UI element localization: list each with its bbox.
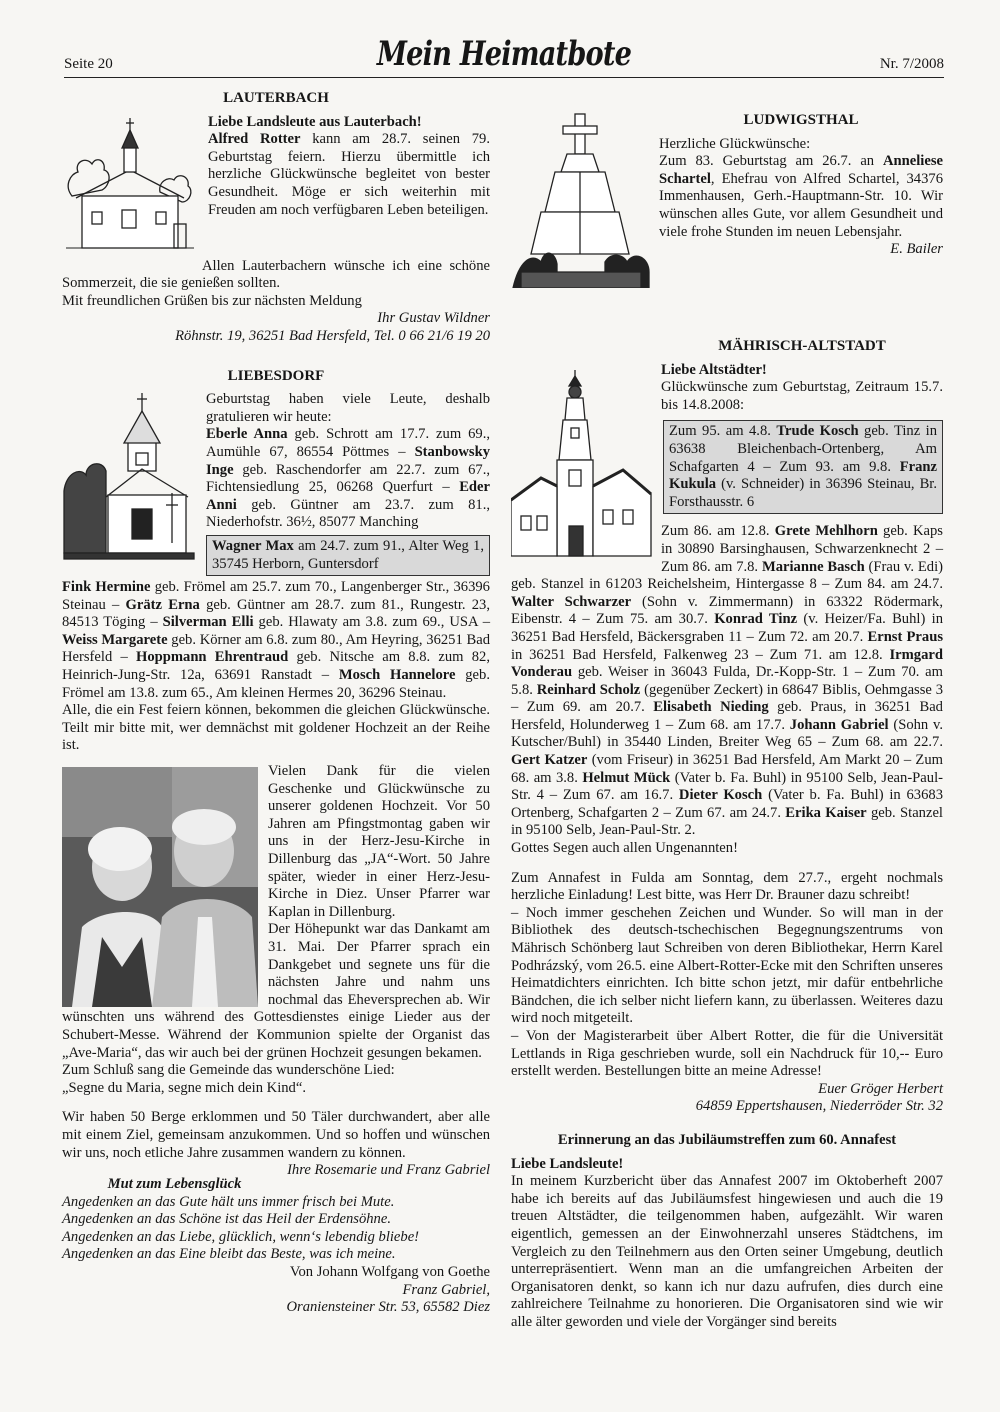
poem-title: Mut zum Lebensglück <box>107 1176 242 1193</box>
golden-wedding-mass: Der Höhepunkt war das Dankamt am 31. Mai. Der Pfarrer sprach ein Dankgebet und segnete uns für die nächsten Jahre und nahm uns nochmal das Eheversprechen ab. Wir wünschten uns während des Gottesdienstes einige Lieder aus der Schubert-Messe. Während der Kommunion spielte der Organist das „Ave-Maria“, das wir auch bei der grünen Hochzeit gesungen bekamen. <box>62 921 490 1061</box>
altstadt-signature-address: 64859 Eppertshausen, Niederröder Str. 32 <box>695 1098 943 1115</box>
annafest-invitation: Zum Annafest in Fulda am Sonntag, dem 27.7., ergeht nochmals herzliche Einladung! Lest bitte, was Herr Dr. Brauner dazu schreibt! <box>511 869 943 904</box>
lauterbach-signature: Ihr Gustav Wildner <box>377 310 490 327</box>
liebesdorf-intro: Geburtstag haben viele Leute, deshalb gratulieren wir heute: <box>206 391 490 425</box>
section-golden-wedding <box>62 763 490 1179</box>
liebesdorf-birthdays-list: Fink Hermine geb. Frömel am 25.7. zum 70., Langenberger Str., 36396 Steinau – Grätz Erna geb. Güntner am 28.7. zum 81., Rungestr. 23, 84513 Töging – Silverman Elli geb. Hlawaty am 3.8. zum 69., USA – Weiss Margarete geb. Körner am 6.8. zum 80., Am Heyring, 36251 Bad Hersfeld – Hoppmann Ehrentraud geb. Nitsche am 8.8. zum 82, Heinrich-Jung-Str. 12a, 63691 Ranstadt – Mosch Hannelore geb. Frömel am 13.8. zum 65., Am kleinen Hermes 20, 36296 Steinau. <box>62 579 490 701</box>
ludwigsthal-monument-drawing <box>511 112 651 288</box>
section-maehrisch-altstadt <box>511 338 943 1116</box>
golden-wedding-photo <box>62 767 258 1007</box>
header-rule <box>64 77 944 78</box>
page-number: Seite 20 <box>64 56 113 72</box>
altstadt-birthdays-list: Zum 86. am 12.8. Grete Mehlhorn geb. Kaps in 30890 Barsinghausen, Schwarzenknecht 2 – Zum 86. am 7.8. Marianne Basch (Frau v. Edi) geb. Stanzel in 61203 Reichelsheim, Hintergasse 8 – Zum 84. am 24.7. Walter Schwarzer (Sohn v. Zimmermann) in 63322 Rödermark, Eibenstr. 4 – Zum 75. am 30.7. Konrad Tinz (v. Heizer/Fa. Buhl) in 36251 Bad Hersfeld, Bäckersgraben 11 – Zum 72. am 20.7. Ernst Praus in 36251 Bad Hersfeld, Falkenweg 23 – Zum 71. am 12.8. Irmgard Vonderau geb. Weiser in 36043 Fulda, Dr.-Kopp-Str. 1 – Zum 70. am 5.8. Reinhard Scholz (gegenüber Zeckert) in 68647 Biblis, Oehmgasse 3 – Zum 69. am 20.7. Elisabeth Nieding geb. Praus, in 36251 Bad Hersfeld, Holunderweg 1 – Zum 68. am 17.7. Johann Gabriel (Sohn v. Kutscher/Buhl) in 35440 Linden, Breiter Weg 65 – Zum 68. am 22.7. Gert Katzer (vom Friseur) in 36251 Bad Hersfeld, Am Markt 20 – Zum 68. am 3.8. Helmut Mück (Vater b. Fa. Buhl) in 95100 Selb, Jean-Paul-Str. 4 – Zum 67. am 16.7. Dieter Kosch (Vater b. Fa. Buhl) in 63683 Ortenberg, Schafgarten 2 – Zum 67. am 24.7. Erika Kaiser geb. Stanzel in 95100 Selb, Jean-Paul-Str. 2. <box>511 523 944 839</box>
poem-author: Von Johann Wolfgang von Goethe <box>289 1264 490 1281</box>
lauterbach-address: Röhnstr. 19, 36251 Bad Hersfeld, Tel. 0 66 21/6 19 20 <box>175 327 490 344</box>
poem-line-2: Angedenken an das Schöne ist das Heil der Erdensöhne. <box>62 1211 391 1228</box>
section-poem <box>62 1176 490 1317</box>
poem-line-3: Angedenken an das Liebe, glücklich, wenn‘s lebendig bliebe! <box>62 1228 420 1245</box>
liebesdorf-birthdays-top: Eberle Anna geb. Schrott am 17.7. zum 69., Aumühle 67, 86554 Pöttmes – Stanbowsky Inge geb. Raschendorfer am 22.7. zum 67., Fichtensiedlung 25, 06268 Querfurt – Eder Anni geb. Güntner am 23.7. zum 81., Niederhofstr. 36½, 85077 Manching <box>206 426 490 531</box>
issue-number: Nr. 7/2008 <box>879 56 944 72</box>
page-header <box>64 34 944 78</box>
altstadt-title: MÄHRISCH-ALTSTADT <box>718 338 886 354</box>
section-annafest-memory <box>511 1132 943 1332</box>
annafest-greeting: Liebe Landsleute! <box>511 1155 624 1172</box>
liebesdorf-highlight-box: Wagner Max am 24.7. zum 91., Alter Weg 1, 35745 Herborn, Guntersdorf <box>206 535 490 576</box>
altstadt-intro: Glückwünsche zum Geburtstag, Zeitraum 15.7. bis 14.8.2008: <box>661 379 943 413</box>
altstadt-blessing: Gottes Segen auch allen Ungenannten! <box>511 840 738 857</box>
liebesdorf-title: LIEBESDORF <box>227 367 325 384</box>
section-lauterbach <box>62 90 490 346</box>
altstadt-greeting: Liebe Altstädter! <box>661 361 767 378</box>
left-column <box>62 90 490 1317</box>
golden-wedding-closing: Wir haben 50 Berge erklommen und 50 Täler durchwandert, aber alle mit einem Ziel, gemeinsam anzukommen. Und so hoffen und wünschen wir uns, noch etliche Jahre zusammen wandern zu können. Ihre Rosemarie und Franz Gabriel <box>62 1109 490 1179</box>
ludwigsthal-greeting: Herzliche Glückwünsche: <box>659 135 811 152</box>
golden-wedding-song-intro: Zum Schluß sang die Gemeinde das wunderschöne Lied: <box>62 1062 395 1079</box>
ludwigsthal-signature: E. Bailer <box>890 241 943 258</box>
liebesdorf-outro: Alle, die ein Fest feiern können, bekommen die gleichen Glückwünsche. Teilt mir bitte mit, wer demnächst mit goldener Hochzeit an der Reihe ist. <box>62 702 490 754</box>
lauterbach-title: LAUTERBACH <box>223 90 329 106</box>
poem-line-1: Angedenken an das Gute hält uns immer frisch bei Mute. <box>62 1193 395 1210</box>
altstadt-signature-name: Euer Gröger Herbert <box>818 1080 943 1097</box>
golden-wedding-signature: Ihre Rosemarie und Franz Gabriel <box>287 1162 490 1179</box>
annafest-body: In meinem Kurzbericht über das Annafest 2007 im Oktoberheft 2007 habe ich bereits auf das Jubiläumsfest hingewiesen und auch die 19 treuen Altstädter, die teilgenommen haben, aufgezählt. Wir waren eigentlich, gemessen an der Einwohnerzahl unseres Städtchens, im Vergleich zu den Teilnehmern aus den Orten seiner Umgebung, deutlich unterrepräsentiert. Wenn man an die umfangreichen Arbeiten der Organisatoren denkt, so kann ich nur dazu aufrufen, dies durch eine zahlreichere Teilnahme zu honorieren. Die Organisatoren sind wie wir alle älter geworden und viele der Vorgänger sind bereits <box>511 1173 943 1330</box>
lauterbach-chapel-drawing <box>62 116 198 252</box>
library-notice: – Noch immer geschehen Zeichen und Wunder. So will man in der Bibliothek des deutsch-tschechischen Begegnungszentrums von Mährisch Schönberg laut Schreiben von deren Bibliothekar, Herrn Karel Podhrázský, vom 26.5. eine Albert-Rotter-Ecke mit den Schriften unseres Heimatdichters einrichten. Ich bitte schon jetzt, mir dafür entbehrliche Bändchen, die ich selber nicht liefern kann, zu überlassen. Weiteres dazu wird noch mitgeteilt. <box>511 904 943 1027</box>
altstadt-church-drawing <box>511 370 653 560</box>
poem-signature-name: Franz Gabriel, <box>402 1281 490 1298</box>
annafest-title: Erinnerung an das Jubiläumstreffen zum 60. Annafest <box>557 1131 897 1148</box>
poem-signature-address: Oraniensteiner Str. 53, 65582 Diez <box>286 1299 490 1316</box>
ludwigsthal-birthday: Zum 83. Geburtstag am 26.7. an Anneliese Schartel, Ehefrau von Alfred Schartel, 34376 Immenhausen, Gerh.-Hauptmann-Str. 10. Wir wünschen alles Gute, vor allem Gesundheit und viele frohe Stunden im neuen Lebensjahr. E. Bailer <box>659 153 943 258</box>
thesis-notice: – Von der Magisterarbeit über Albert Rotter, die für die Universität Lettlands in Riga geschrieben wurde, soll ein Nachdruck für 10,-- Euro erstellt werden. Bestellungen bitte an meine Adresse! <box>511 1027 943 1080</box>
ludwigsthal-title: LUDWIGSTHAL <box>743 112 859 128</box>
right-column <box>511 90 943 1331</box>
lauterbach-birthday: Alfred Rotter kann am 28.7. seinen 79. Geburtstag feiern. Hierzu übermittle ich herzliche Glückwünsche begleitet von bester Gesundheit. Möge er sich weiterhin mit Freuden am noch verfügbaren Leben beteiligen. <box>208 131 491 218</box>
lauterbach-greeting: Liebe Landsleute aus Lauterbach! <box>208 113 422 130</box>
golden-wedding-thanks: Vielen Dank für die vielen Geschenke und Glückwünsche zu unserer goldenen Hochzeit. Vor 50 Jahren am Pfingstmontag gaben wir uns in der Herz-Jesu-Kirche in Dillenburg das „JA“-Wort. 50 Jahre später, wieder in einer Herz-Jesu-Kirche in Diez. Unser Pfarrer war Kaplan in Dillenburg. <box>268 763 490 920</box>
altstadt-highlight-box: Zum 95. am 4.8. Trude Kosch geb. Tinz in 63638 Bleichenbach-Ortenberg, Am Schafgarten 4 – Zum 93. am 9.8. Franz Kukula (v. Schneider) in 36396 Steinau, Br. Forsthausstr. 6 <box>663 420 943 514</box>
section-ludwigsthal <box>511 112 943 290</box>
masthead-title: Mein Heimatbote <box>376 34 632 74</box>
section-liebesdorf <box>62 368 490 755</box>
lauterbach-summer-wish: Allen Lauterbachern wünsche ich eine schöne Sommerzeit, die sie genießen sollten. <box>62 257 490 292</box>
poem-line-4: Angedenken an das Eine bleibt das Beste, was ich meine. <box>62 1246 396 1263</box>
lauterbach-closing: Mit freundlichen Grüßen bis zur nächsten Meldung <box>62 292 362 309</box>
golden-wedding-song: „Segne du Maria, segne mich dein Kind“. <box>62 1079 306 1096</box>
liebesdorf-chapel-drawing <box>62 393 196 563</box>
